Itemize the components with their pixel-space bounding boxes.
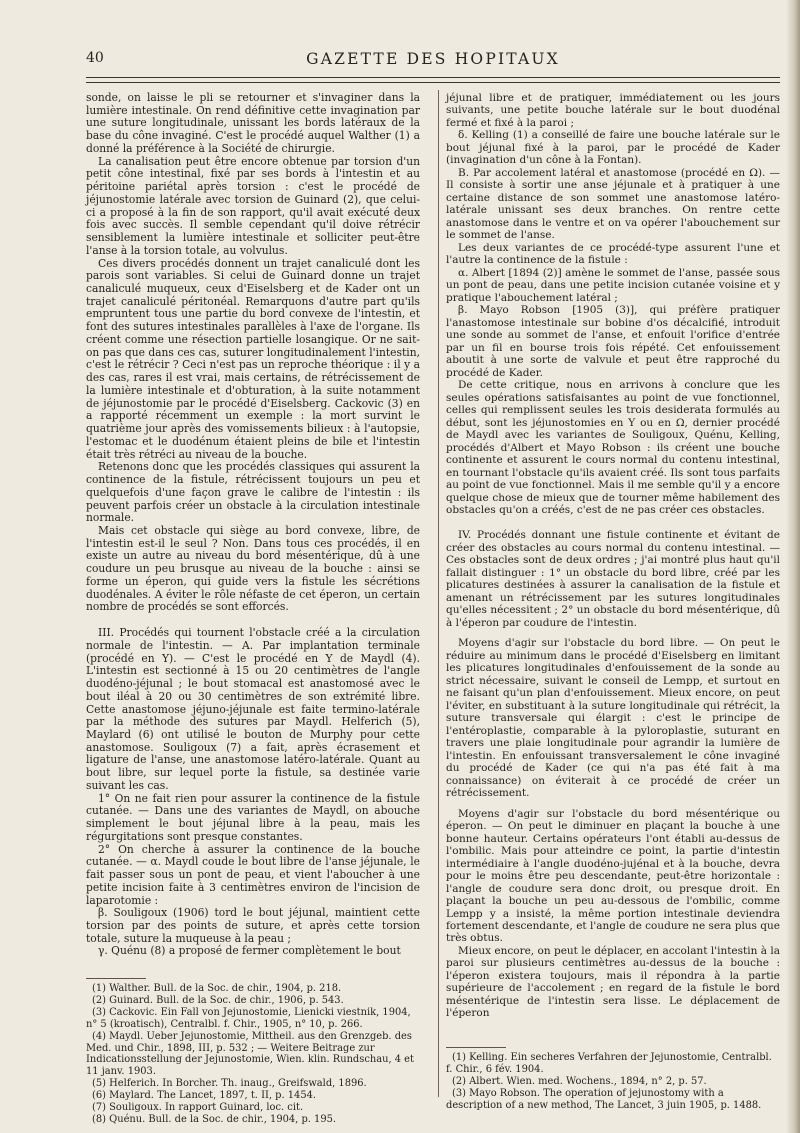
paragraph: β. Souligoux (1906) tord le bout jéjunal, maintient cette torsion par des points de suture, et après cette torsion totale, suture la muqueuse à la peau ;: [86, 906, 420, 945]
subheading-paragraph: Moyens d'agir sur l'obstacle du bord libre. — On peut le réduire au minimum dans le procédé d'Eiselsberg en limitant les plicatures longitudinales d'enfouissement de la sonde au strict nécessaire, suivant le conseil de Lempp, et surtout en ne faisant qu'un plan d'enfouissement. Mieux encore, on peut l'éviter, en substituant à la suture longitudinale qui rétrécit, la suture transversale qui élargit : c'est le principe de l'entéroplastie, comparable à la pyloroplastie, suturant en travers une plaie longitudinale pour agrandir la lumière de l'intestin. En enfouissant transversalement le cône invaginé du procédé de Kader (ce qui n'a pas été fait à ma connaissance) on éviterait à ce procédé de créer un rétrécissement.: [446, 637, 780, 800]
footnote: (1) Kelling. Ein secheres Verfahren der Jejunostomie, Centralbl. f. Chir., 6 fév. 1904.: [446, 1052, 772, 1075]
subheading-paragraph: Moyens d'agir sur l'obstacle du bord mésentérique ou éperon. — On peut le diminuer en plaçant la bouche à une bonne hauteur. Certains opérateurs l'ont établi au-dessus de l'ombilic. Mais pour atteindre ce point, la partie d'intestin intermédiaire à l'angle duodéno-jujénal et à la bouche, devra pour le moins être peu descendante, peut-être horizontale : l'angle de coudure sera donc droit, ou presque droit. En plaçant la bouche un peu au-dessous de l'ombilic, comme Lempp y a insisté, la même portion intestinale deviendra fortement descendante, et l'angle de coudure ne sera plus que très obtus.: [446, 807, 780, 945]
footnote-rule: [86, 978, 146, 979]
footnote: (3) Mayo Robson. The operation of jejunostomy with a description of a new method, The Lancet, 3 juin 1905, p. 1488.: [446, 1087, 762, 1111]
footnote: (6) Maylard. The Lancet, 1897, t. II, p. 1454.: [92, 1090, 317, 1102]
footnote: (7) Souligoux. In rapport Guinard, loc. cit.: [92, 1102, 304, 1114]
paragraph: α. Albert [1894 (2)] amène le sommet de l'anse, passée sous un pont de peau, dans une petite incision cutanée voisine et y pratique l'abouchement latéral ;: [446, 266, 780, 304]
footnote: (5) Helferich. In Borcher. Th. inaug., Greifswald, 1896.: [92, 1078, 367, 1090]
paragraph: B. Par accolement latéral et anastomose (procédé en Ω). — Il consiste à sortir une anse jéjunale et à pratiquer à une certaine distance de son sommet une anastomose latéro-latérale unissant ses deux branches. On rentre cette anastomose dans le ventre et on va opérer l'abouchement sur le sommet de l'anse.: [446, 166, 780, 242]
header-rule-bottom: [86, 82, 780, 83]
column-divider: [438, 90, 439, 1097]
page-header: [86, 50, 780, 72]
paragraph: Mais cet obstacle qui siège au bord convexe, libre, de l'intestin est-il le seul ? Non. Dans tous ces procédés, il en existe un autre au niveau du bord mésentérique, dû à une coudure un peu brusque au niveau de la bouche : ainsi se forme un éperon, qui guide vers la fistule les sécrétions duodénales. A éviter le rôle néfaste de cet éperon, un certain nombre de procédés se sont efforcés.: [86, 523, 420, 614]
paragraph: 1° On ne fait rien pour assurer la continence de la fistule cutanée. — Dans une des variantes de Maydl, on abouche simplement le bout jéjunal libre à la peau, mais les régurgitations sont presque constantes.: [86, 791, 420, 843]
footnote-rule: [446, 1047, 506, 1048]
paragraph: Les deux variantes de ce procédé-type assurent l'une et l'autre la continence de la fistule :: [446, 241, 780, 267]
page-number: 40: [86, 50, 104, 66]
right-column: [446, 92, 780, 1020]
section-heading-paragraph: IV. Procédés donnant une fistule continente et évitant de créer des obstacles au cours normal du contenu intestinal. — Ces obstacles sont de deux ordres ; j'ai montré plus haut qu'il fallait distinguer : 1° un obstacle du bord libre, créé par les plicatures destinées à assurer la canalisation de la fistule et amenant un rétrécissement par les sutures longitudinales qu'elles nécessitent ; 2° un obstacle du bord mésentérique, dû à l'éperon par coudure de l'intestin.: [446, 529, 780, 629]
footnote: (2) Guinard. Bull. de la Soc. de chir., 1906, p. 543.: [92, 994, 344, 1006]
paragraph: γ. Quénu (8) a proposé de fermer complètement le bout: [98, 944, 401, 958]
paragraph: jéjunal libre et de pratiquer, immédiatement ou les jours suivants, une petite bouche latérale sur le bout duodénal fermé et fixé à la paroi ;: [446, 92, 780, 129]
footnotes-left: [86, 978, 420, 1126]
footnote: (4) Maydl. Ueber Jejunostomie, Mittheil. aus den Grenzgeb. des Med. und Chir., 1898, III, p. 532 ; — Weitere Beitrage zur Indicationsstellung der Jejunostomie, Wien. klin. Rundschau, 4 et 11 janv. 1903.: [86, 1030, 414, 1078]
paragraph: Ces divers procédés donnent un trajet canaliculé dont les parois sont variables. Si celui de Guinard donne un trajet canaliculé muqueux, ceux d'Eiselsberg et de Kader ont un trajet canaliculé péritonéal. Remarquons d'autre part qu'ils empruntent tous une partie du bord convexe de l'intestin, et font des sutures intestinales parallèles à l'axe de l'organe. Ils créent comme une résection partielle losangique. Or ne sait-on pas que dans ces cas, suturer longitudinalement l'intestin, c'est le rétrécir ? Ceci n'est pas un reproche théorique : il y a des cas, rares il est vrai, mais certains, de rétrécissement de la lumière intestinale et d'obturation, à la suite notamment de jéjunostomie par le procédé d'Eiselsberg. Cackovic (3) en a rapporté récemment un exemple : la mort survint le quatrième jour après des vomissements bilieux : à l'autopsie, l'estomac et le duodénum étaient pleins de bile et l'intestin était très rétréci au niveau de la bouche.: [86, 256, 420, 461]
header-rule-top: [86, 77, 780, 78]
paragraph: sonde, on laisse le pli se retourner et s'invaginer dans la lumière intestinale. On rend définitive cette invagination par une suture longitudinale, unissant les bords latéraux de la base du cône invaginé. C'est le procédé auquel Walther (1) a donné la préférence à la Société de chirurgie.: [86, 91, 420, 155]
footnote: (8) Quénu. Bull. de la Soc. de chir., 1904, p. 195.: [92, 1113, 337, 1125]
paragraph: 2° On cherche à assurer la continence de la bouche cutanée. — α. Maydl coude le bout libre de l'anse jéjunale, le fait passer sous un pont de peau, et vient l'aboucher à une petite incision faite à 3 centimètres environ de l'incision de laparotomie :: [86, 842, 420, 907]
paragraph: Mieux encore, on peut le déplacer, en accolant l'intestin à la paroi sur plusieurs centimètres au-dessus de la bouche : l'éperon existera toujours, mais il répondra à la partie supérieure de l'accolement ; en regard de la fistule le bord mésentérique de l'intestin sera lisse. Le déplacement de l'éperon: [446, 944, 780, 1020]
paragraph: De cette critique, nous en arrivons à conclure que les seules opérations satisfaisantes au point de vue fonctionnel, celles qui remplissent seules les trois desiderata formulés au début, sont les jéjunostomies en Y ou en Ω, dernier procédé de Maydl avec les variantes de Souligoux, Quénu, Kelling, procédés d'Albert et Mayo Robson : ils créent une bouche continente et assurent le cours normal du contenu intestinal, en tournant l'obstacle qu'ils avaient créé. Ils sont tous parfaits au point de vue fonctionnel. Mais il me semble qu'il y a encore quelque chose de mieux que de tourner même habilement des obstacles qu'on a créés, c'est de ne pas créer ces obstacles.: [446, 379, 780, 516]
paragraph: Retenons donc que les procédés classiques qui assurent la continence de la fistule, rétrécissent toujours un peu et quelquefois d'une façon grave le calibre de l'intestin : ils peuvent parfois créer un obstacle à la circulation intestinale normale.: [86, 460, 420, 525]
paragraph: La canalisation peut être encore obtenue par torsion d'un petit cône intestinal, fixé par ses bords à l'intestin et au péritoine pariétal après torsion : c'est le procédé de jéjunostomie latérale avec torsion de Guinard (2), que celui-ci a proposé à la fin de son rapport, qu'il avait exécuté deux fois avec succès. Il semble cependant qu'il doive rétrécir sensiblement la lumière intestinale et solliciter peut-être l'anse à la torsion totale, au volvulus.: [86, 154, 420, 257]
footnote: (1) Walther. Bull. de la Soc. de chir., 1904, p. 218.: [92, 983, 342, 994]
section-heading-paragraph: III. Procédés qui tournent l'obstacle créé a la circulation normale de l'intestin. — A. Par implantation terminale (procédé en Y). — C'est le procédé en Y de Maydl (4). L'intestin est sectionné à 15 ou 20 centimètres de l'angle duodéno-jéjunal ; le bout stomacal est anastomosé avec le bout iléal à 20 ou 30 centimètres de son extrémité libre. Cette anastomose jéjuno-jéjunale est faite termino-latérale par la méthode des sutures par Maydl. Helferich (5), Maylard (6) ont utilisé le bouton de Murphy pour cette anastomose. Souligoux (7) a fait, après écrasement et ligature de l'anse, une anastomose latéro-latérale. Quant au bout libre, sur lequel porte la fistule, sa destinée varie suivant les cas.: [86, 626, 420, 792]
footnotes-right: [446, 1047, 780, 1112]
page-edge-shadow: [786, 0, 800, 1133]
paragraph: δ. Kelling (1) a conseillé de faire une bouche latérale sur le bout jéjunal fixé à la paroi, par le procédé de Kader (invagination d'un cône à la Fontan).: [446, 129, 780, 167]
paragraph: β. Mayo Robson [1905 (3)], qui préfère pratiquer l'anastomose intestinale sur bobine d'os décalcifié, introduit une sonde au sommet de l'anse, et enfouit l'orifice d'entrée par un fil en bourse trois fois répété. Cet enfouissement aboutit à une sorte de valvule et peut être rapproché du procédé de Kader.: [446, 304, 780, 379]
left-column: [86, 92, 420, 958]
journal-title: GAZETTE DES HOPITAUX: [306, 50, 560, 68]
footnote: (3) Cackovic. Ein Fall von Jejunostomie, Lienicki viestnik, 1904, n° 5 (kroatisch), Centralbl. f. Chir., 1905, n° 10, p. 266.: [86, 1006, 411, 1030]
footnote: (2) Albert. Wien. med. Wochens., 1894, n° 2, p. 57.: [452, 1075, 707, 1087]
